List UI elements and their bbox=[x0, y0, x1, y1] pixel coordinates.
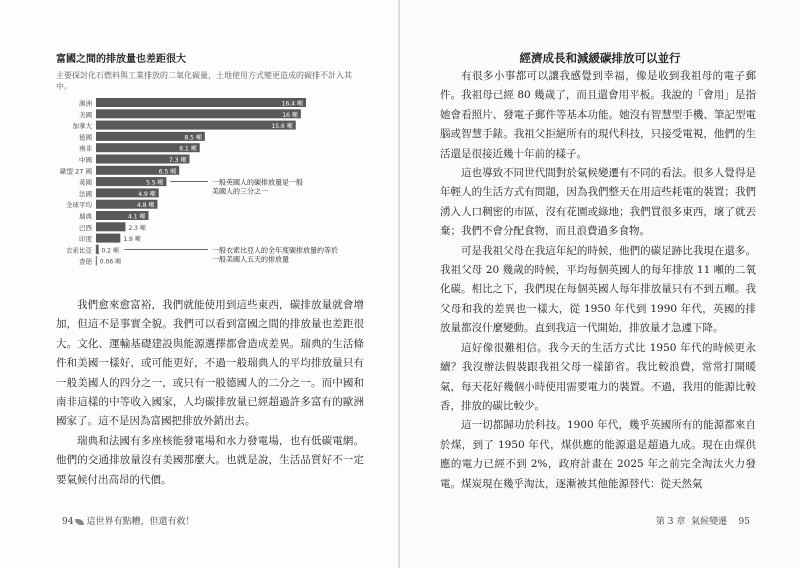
chart-subtitle: 主要探討化石燃料與工業排放的二氧化碳量，土地使用方式變更造成的碳排不計入其中。 bbox=[56, 71, 352, 91]
category-label: 中國 bbox=[79, 156, 92, 164]
paragraph: 我們愈來愈富裕，我們就能使用到這些東西，碳排放量就會增加，但這不是事實全貌。我們可以看到富國之間的排放量也差距很大。文化、運輸基礎建設與能源選擇都會造成差異。瑞典的生活條件和美國一樣好，或可能更好，不過一般瑞典人的平均排放量只有一般美國人的四分之一，或只有一般德國人的二分之一。而中國和南非這樣的中等收入國家，人均碳排放量已經超過許多富有的歐洲國家了。這不是因為富國把排放外銷出去。 bbox=[56, 299, 364, 428]
category-label: 南非 bbox=[79, 144, 92, 153]
value-label: 1.9 噸 bbox=[123, 236, 141, 244]
category-label: 瑞典 bbox=[79, 212, 92, 221]
bar bbox=[96, 109, 301, 118]
annotation-text: 一般衣索比亞人的全年度碳排放量約等於 bbox=[212, 246, 338, 255]
value-label: 16.4 噸 bbox=[281, 100, 303, 108]
chart-title: 富國之間的排放量也差距很大 bbox=[56, 54, 186, 65]
value-label: 16 噸 bbox=[282, 111, 298, 119]
category-label: 英國 bbox=[79, 178, 92, 187]
category-label: 歐盟 27 國 bbox=[60, 167, 92, 176]
section-title: 經濟成長和減緩碳排放可以並行 bbox=[519, 51, 681, 65]
book-title: 這世界有點糟，但還有救！ bbox=[86, 517, 195, 527]
bar bbox=[96, 121, 296, 130]
value-label: 4.9 噸 bbox=[138, 190, 156, 198]
left-footer bbox=[62, 514, 194, 527]
emissions-bar-chart bbox=[56, 96, 356, 274]
paragraph: 有很多小事都可以讓我感覺到幸福，像是收到我祖母的電子郵件。我祖母已經 80 幾歲了，而且還會用平板。我說的「會用」是指她會看照片、發電子郵件等基本功能。她沒有智慧型手機、筆記型電腦或智慧手錶。我祖父拒絕所有的現代科技，只接受電視，他們的生活還是很接近幾十年前的樣子。 bbox=[440, 70, 756, 160]
annotation-text: 一般英國人的碳排放量是一般 bbox=[212, 178, 303, 187]
page-number: 95 bbox=[738, 517, 750, 527]
category-label: 澳洲 bbox=[79, 99, 92, 108]
right-footer bbox=[656, 514, 750, 527]
paragraph: 可是我祖父母在我這年紀的時候，他們的碳足跡比我現在還多。我祖父母 20 幾歲的時候，平均每個英國人的每年排放 11 噸的二氧化碳。相比之下，我們現在每個英國人每年排放量只有不到五噸。我父母和我的差異也一樣大，從 1950 年代到 1990 年代，英國的排放量都沒什麼變動。直到我這一代開始，排放量才急遽下降。 bbox=[440, 244, 756, 335]
page-number: 94 bbox=[62, 517, 74, 527]
category-label: 德國 bbox=[79, 133, 92, 142]
left-body-text bbox=[56, 296, 364, 490]
bar bbox=[96, 98, 306, 107]
category-label: 查德 bbox=[79, 257, 92, 266]
value-label: 7.3 噸 bbox=[169, 157, 187, 164]
value-label: 4.8 噸 bbox=[137, 202, 155, 210]
chapter-title: 氣候變遷 bbox=[691, 517, 728, 527]
category-label: 全球平均 bbox=[66, 201, 92, 210]
paragraph: 瑞典和法國有多座核能發電場和水力發電場，也有低碳電網。他們的交通排放量沒有美國那麼大。也就是說，生活品質好不一定要氣候付出高昂的代價。 bbox=[56, 434, 364, 486]
annotation-text: 美國人的三分之一 bbox=[212, 187, 268, 196]
value-label: 4.1 噸 bbox=[128, 213, 146, 221]
leaf-icon bbox=[75, 519, 84, 525]
paragraph: 這一切都歸功於科技。1900 年代，幾乎英國所有的能源都來自於煤，到了 1950 年代，煤供應的能源還是超過九成。現在由煤供應的電力已經不到 2%，政府計畫在 2025 年之前完全淘汰火力發電。煤炭現在幾乎淘汰，逐漸被其他能源替代：從天然氣 bbox=[440, 419, 756, 490]
bar bbox=[96, 256, 97, 265]
right-body-text bbox=[440, 67, 756, 494]
category-label: 加拿大 bbox=[72, 122, 92, 131]
value-label: 2.3 噸 bbox=[128, 224, 146, 232]
value-label: 8.1 噸 bbox=[179, 145, 197, 153]
bar bbox=[96, 245, 99, 254]
value-label: 5.5 噸 bbox=[145, 179, 164, 187]
value-label: 8.5 噸 bbox=[184, 134, 202, 142]
value-label: 0.2 噸 bbox=[101, 247, 120, 255]
bar bbox=[96, 234, 120, 243]
bar bbox=[96, 222, 125, 231]
category-label: 巴西 bbox=[79, 223, 92, 232]
category-label: 印度 bbox=[79, 235, 92, 244]
value-label: 0.06 噸 bbox=[99, 258, 122, 266]
value-label: 15.6 噸 bbox=[271, 123, 293, 131]
category-label: 美國 bbox=[79, 110, 92, 119]
paragraph: 這也導致不同世代間對於氣候變遷有不同的看法。很多人覺得是年輕人的生活方式有問題，因為我們整天在用這些耗電的裝置；我們湧入人口稠密的市區，沒有花園或綠地；我們買很多東西，壞了就丟棄；我們不會分配食物，而且浪費過多食物。 bbox=[440, 167, 756, 238]
category-label: 法國 bbox=[79, 189, 92, 198]
category-label: 衣索比亞 bbox=[66, 246, 92, 255]
chapter-number: 第 3 章 bbox=[655, 517, 686, 527]
paragraph: 這好像很難相信。我今天的生活方式比 1950 年代的時候更永續？我沒辦法假裝跟我祖父母一樣節省。我比較浪費，常常打開暖氣，每天花好幾個小時使用需要電力的裝置。不過，我用的能源比較香，排放的碳比較少。 bbox=[440, 341, 756, 412]
annotation-text: 一般美國人五天的排放量 bbox=[212, 255, 289, 264]
value-label: 6.5 噸 bbox=[158, 168, 177, 176]
